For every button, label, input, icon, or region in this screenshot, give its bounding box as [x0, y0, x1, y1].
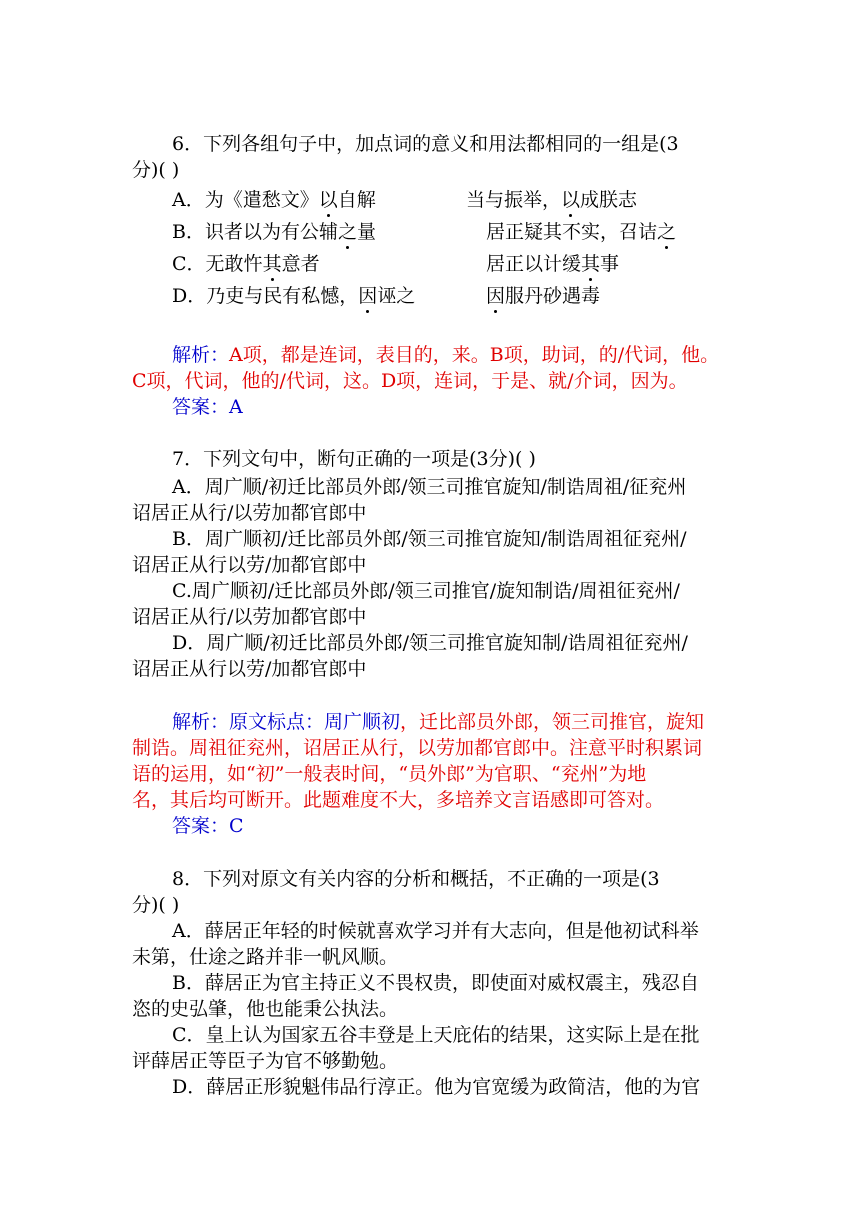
emphasis-dot-char: 之: [337, 221, 357, 243]
q6-option-c: [172, 251, 320, 277]
q8-option-c-line-1: C．皇上认为国家五谷丰登是上天庇佑的结果，这实际上是在批: [172, 1024, 700, 1046]
q7-option-d-line-1: D．周广顺/初迁比部员外郎/领三司推官旋知制/诰周祖征兖州/: [172, 632, 688, 654]
q8-option-a-line-2: 未第，仕途之路并非一帆风顺。: [132, 946, 399, 968]
q6-option-a: [172, 187, 376, 213]
q6-option-d-right: [486, 283, 600, 309]
q8-stem-line-1: 8．下列对原文有关内容的分析和概括，不正确的一项是(3: [172, 868, 660, 890]
answer-value: A: [229, 396, 243, 418]
q6-option-b-right: [486, 219, 676, 245]
q7-option-a-line-2: 诏居正从行/以劳加都官郎中: [132, 502, 367, 524]
q7-analysis-line-4: 名，其后均可断开。此题难度不大，多培养文言语感即可答对。: [132, 789, 665, 811]
emphasis-dot-char: 以: [318, 189, 338, 211]
text-segment: 居正以计缓: [486, 253, 582, 275]
text-segment: 意者: [281, 253, 320, 275]
text-segment: C．: [172, 253, 206, 275]
emphasis-dot-char: 其: [581, 253, 601, 275]
q7-analysis-line-1: [172, 709, 704, 735]
text-segment: 识者以为有公辅: [204, 221, 338, 243]
q7-option-a-line-1: A．周广顺/初迁比部员外郎/领三司推官旋知/制诰周祖/征兖州: [172, 476, 687, 498]
q7-option-c-line-2: 诏居正从行/以劳加都官郎中: [132, 606, 367, 628]
q8-option-b-line-2: 恣的史弘肇，他也能秉公执法。: [132, 998, 399, 1020]
text-segment: 诬之: [377, 285, 416, 307]
q7-option-b-line-2: 诏居正从行以劳/加都官郎中: [132, 554, 367, 576]
text-segment: 无敢忤: [205, 253, 263, 275]
answer-label: 答案：: [172, 396, 230, 418]
text-segment: 事: [600, 253, 620, 275]
q8-stem-line-2: 分)( ): [132, 894, 180, 916]
q6-option-a-right: [466, 187, 637, 213]
emphasis-dot-char: 之: [657, 221, 677, 243]
text-segment: A．: [172, 189, 205, 211]
q6-analysis-line-2: C项，代词，他的/代词，这。D项，连词，于是、就/介词，因为。: [132, 370, 688, 392]
q6-stem-line-1: 6．下列各组句子中，加点词的意义和用法都相同的一组是(3: [172, 133, 679, 155]
q7-analysis-line-2: 制诰。周祖征兖州，诏居正从行，以劳加都官郎中。注意平时积累词: [132, 737, 703, 759]
q8-option-a-line-1: A．薛居正年轻的时候就喜欢学习并有大志向，但是他初试科举: [172, 920, 699, 942]
q6-option-d: [172, 283, 415, 309]
text-segment: 居正疑其不实，召诘: [486, 221, 658, 243]
q6-option-c-right: [486, 251, 619, 277]
q7-answer: [172, 813, 244, 839]
answer-label: 答案：: [172, 815, 230, 837]
emphasis-dot-char: 以: [561, 189, 581, 211]
text-segment: 原文标点：周广顺初: [229, 711, 401, 733]
answer-value: C: [229, 815, 244, 837]
text-segment: 服丹砂遇毒: [505, 285, 601, 307]
emphasis-dot-char: 因: [486, 285, 506, 307]
text-segment: 当与振举，: [466, 189, 562, 211]
q7-stem: 7．下列文句中，断句正确的一项是(3分)( ): [172, 448, 536, 470]
text-segment: 自解: [337, 189, 376, 211]
q7-option-d-line-2: 诏居正从行以劳/加都官郎中: [132, 658, 367, 680]
q7-option-b-line-1: B．周广顺初/迁比部员外郎/领三司推官旋知/制诰周祖征兖州/: [172, 528, 687, 550]
q6-stem-line-2: 分)( ): [132, 159, 180, 181]
emphasis-dot-char: 其: [262, 253, 282, 275]
q7-analysis-line-3: 语的运用，如“初”一般表时间，“员外郎”为官职、“兖州”为地: [132, 763, 647, 785]
text-segment: 为《遣愁文》: [204, 189, 319, 211]
text-segment: 乃吏与民有私憾，: [206, 285, 359, 307]
q6-answer: [172, 394, 243, 420]
text-segment: B．: [172, 221, 205, 243]
text-segment: 成朕志: [580, 189, 638, 211]
q6-analysis-line-1: [172, 342, 719, 368]
text-segment: ，迁比部员外郎，领三司推官，旋知: [400, 711, 705, 733]
q8-option-c-line-2: 评薛居正等臣子为官不够勤勉。: [132, 1050, 399, 1072]
text-segment: A项，都是连词，表目的，来。B项，助词，的/代词，他。: [229, 344, 720, 366]
q8-option-b-line-1: B．薛居正为官主持正义不畏权贵，即使面对威权震主，残忍自: [172, 972, 699, 994]
text-segment: D．: [172, 285, 207, 307]
text-segment: 量: [357, 221, 377, 243]
analysis-label: 解析：: [172, 344, 230, 366]
q8-option-d-line-1: D．薛居正形貌魁伟品行淳正。他为官宽缓为政简洁，他的为官: [172, 1076, 701, 1098]
q7-option-c-line-1: C.周广顺初/迁比部员外郎/领三司推官/旋知制诰/周祖征兖州/: [172, 580, 680, 602]
analysis-label: 解析：: [172, 711, 230, 733]
emphasis-dot-char: 因: [358, 285, 378, 307]
q6-option-b: [172, 219, 376, 245]
